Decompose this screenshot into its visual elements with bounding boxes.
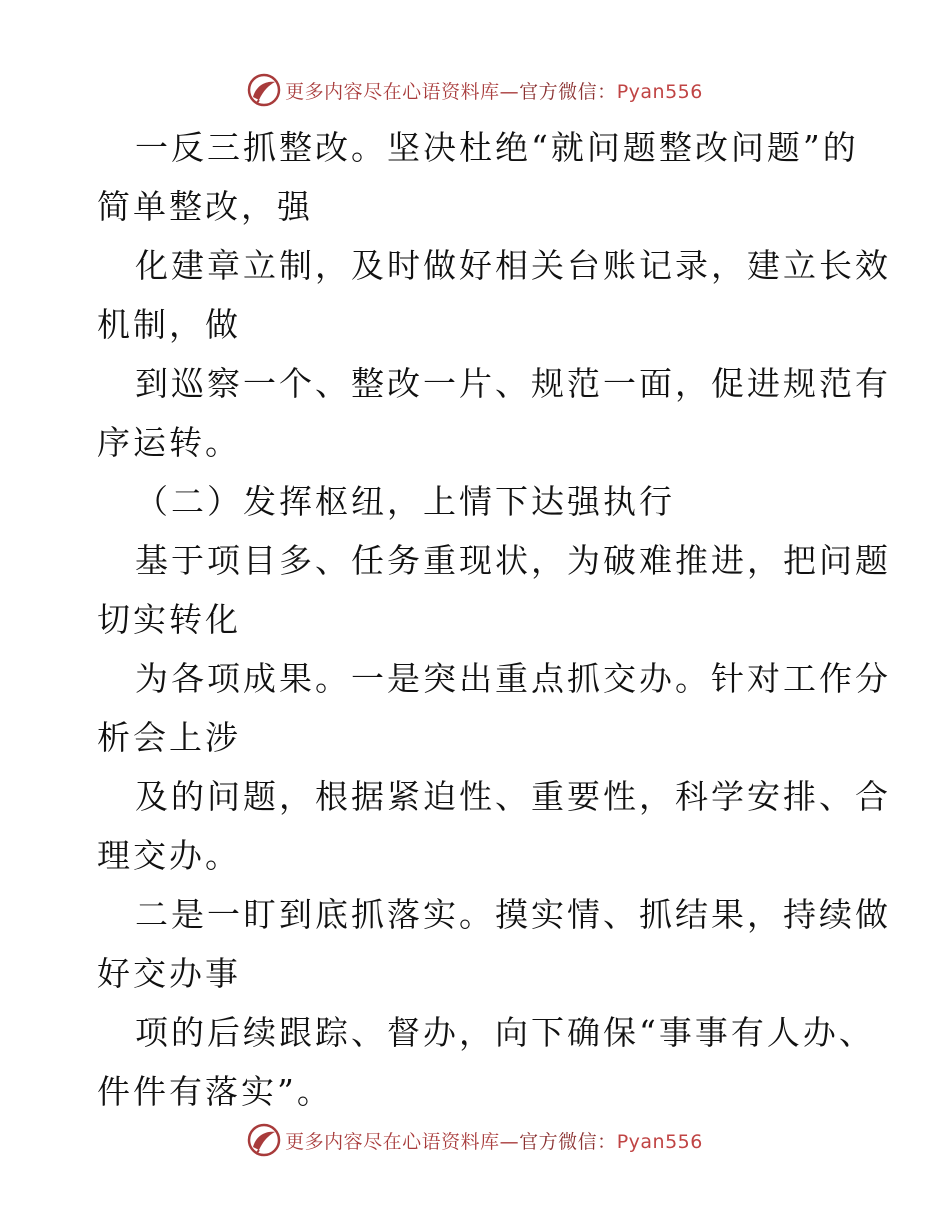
text-line: 为各项成果。一是突出重点抓交办。针对工作分 — [135, 659, 891, 698]
header-watermark — [0, 70, 950, 110]
text-line: 切实转化 — [97, 600, 241, 639]
text-line: 一反三抓整改。坚决杜绝“就问题整改问题”的 — [135, 128, 859, 167]
watermark-main: 更多内容尽在心语资料库 — [285, 1130, 500, 1153]
text-line: 二是一盯到底抓落实。摸实情、抓结果，持续做 — [135, 895, 891, 934]
watermark-id: Pyan556 — [616, 80, 703, 103]
text-line: 件件有落实”。 — [97, 1072, 333, 1111]
footer-watermark — [0, 1120, 950, 1160]
watermark-label: 官方微信： — [519, 1130, 617, 1153]
watermark-label: 官方微信： — [519, 80, 617, 103]
watermark-id: Pyan556 — [616, 1130, 703, 1153]
watermark-main: 更多内容尽在心语资料库 — [285, 80, 500, 103]
pen-logo-icon — [247, 73, 281, 107]
watermark-separator: — — [499, 80, 520, 103]
watermark-separator: — — [499, 1130, 520, 1153]
text-line: 化建章立制，及时做好相关台账记录，建立长效 — [135, 246, 891, 285]
text-line: 项的后续跟踪、督办，向下确保“事事有人办、 — [135, 1013, 875, 1052]
text-line: 理交办。 — [97, 836, 241, 875]
watermark-text — [285, 1127, 703, 1154]
text-line: 简单整改，强 — [97, 187, 313, 226]
watermark-text — [285, 77, 703, 104]
text-line: 析会上涉 — [97, 718, 241, 757]
text-line: 机制，做 — [97, 305, 241, 344]
text-line: 基于项目多、任务重现状，为破难推进，把问题 — [135, 541, 891, 580]
text-line: 及的问题，根据紧迫性、重要性，科学安排、合 — [135, 777, 891, 816]
text-line: （二）发挥枢纽，上情下达强执行 — [135, 482, 675, 521]
pen-logo-icon — [247, 1123, 281, 1157]
text-line: 好交办事 — [97, 954, 241, 993]
text-line: 到巡察一个、整改一片、规范一面，促进规范有 — [135, 364, 891, 403]
text-line: 序运转。 — [97, 423, 241, 462]
document-body — [97, 118, 891, 1121]
